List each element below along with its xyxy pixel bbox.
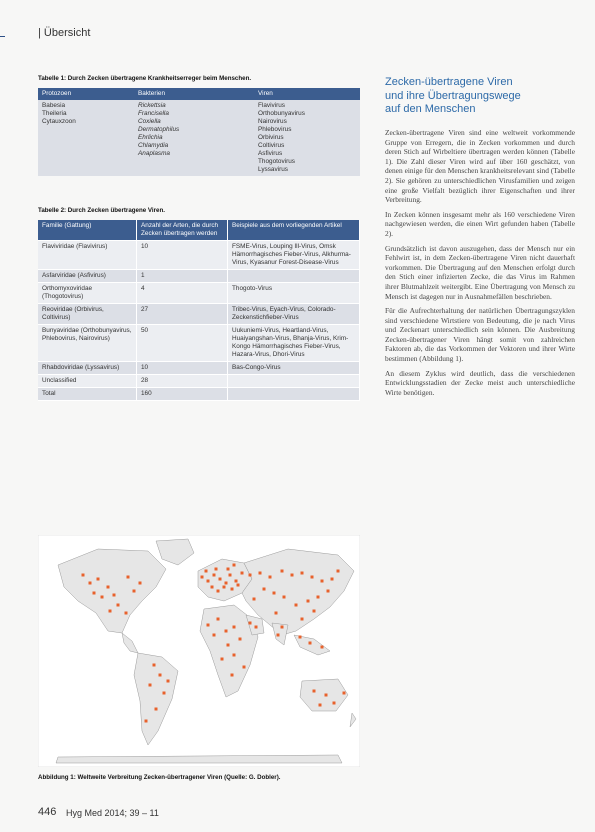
location-marker [253,598,256,601]
table1-header-protozoa: Protozoen [38,88,134,100]
location-marker [275,612,278,615]
location-marker [283,596,286,599]
location-marker [217,618,220,621]
location-marker [233,564,236,567]
location-marker [295,604,298,607]
location-marker [313,690,316,693]
location-marker [125,612,128,615]
article-heading: Zecken-übertragene Viren und ihre Übertragungswege auf den Menschen [385,76,521,115]
location-marker [167,680,170,683]
location-marker [93,592,96,595]
location-marker [307,600,310,603]
location-marker [243,666,246,669]
location-marker [259,572,262,575]
table1-caption: Tabelle 1: Durch Zecken übertragene Krankheitserreger beim Menschen. [38,75,252,82]
location-marker [227,568,230,571]
location-marker [109,610,112,613]
section-label: | Übersicht [38,27,91,39]
location-marker [331,578,334,581]
location-marker [89,582,92,585]
table1-col-protozoa: Babesia Theileria Cytauxzoon [38,100,134,176]
location-marker [223,586,226,589]
location-marker [207,624,210,627]
journal-reference: Hyg Med 2014; 39 – 11 [66,808,159,818]
table1-col-viruses: Flavivirus Orthobunyavirus Nairovirus Phlebovirus Orbivirus Coltivirus Asfivirus Thogotovirus Lyssavirus [254,100,360,176]
figure-caption: Abbildung 1: Weltweite Verbreitung Zecken-übertragener Viren (Quelle: G. Dobler). [38,774,281,781]
location-marker [149,684,152,687]
location-marker [277,634,280,637]
location-marker [215,568,218,571]
location-marker [281,570,284,573]
table1-col-bacteria: Rickettsia Francisella Coxiella Dermatophilus Ehrlichia Chlamydia Anaplasma [134,100,254,176]
location-marker [201,576,204,579]
location-marker [313,610,316,613]
location-marker [269,576,272,579]
location-marker [301,572,304,575]
location-marker [163,692,166,695]
location-marker [221,658,224,661]
location-marker [343,692,346,695]
location-marker [291,574,294,577]
table-row: Total 160 [38,388,360,401]
location-marker [337,570,340,573]
location-marker [219,578,222,581]
location-marker [311,576,314,579]
location-marker [231,674,234,677]
location-marker [301,618,304,621]
location-marker [319,704,322,707]
location-marker [159,674,162,677]
location-marker [249,574,252,577]
table2 [38,220,360,401]
location-marker [231,588,234,591]
location-marker [82,574,85,577]
location-marker [321,580,324,583]
paragraph: Grundsätzlich ist davon auszugehen, dass der Mensch nur ein Fehlwirt ist, in dem Zecken-übertragene Viren nicht dauerhaft vorkommen. Die Übertragung auf den Menschen erfolgt durch den Stich einer infizierten Zecke, die das Virus im Rahmen ihrer Blutmahlzeit weitergibt. Eine Übertragung von Mensch zu Mensch ist dagegen nur in Ausnahmefällen beschrieben. [385,243,575,301]
page-number: 446 [38,806,57,818]
table2-header-family: Familie (Gattung) [38,220,137,241]
location-marker [227,644,230,647]
location-marker [281,626,284,629]
location-marker [113,594,116,597]
location-marker [213,634,216,637]
table-row: Reoviridae (Orbivirus, Coltivirus) 27 Tribec-Virus, Eyach-Virus, Colorado-Zeckenstichfieber-Virus [38,304,360,325]
table-row: Unclassified 28 [38,375,360,388]
location-marker [101,596,104,599]
location-marker [263,588,266,591]
location-marker [207,580,210,583]
location-marker [225,582,228,585]
location-marker [233,654,236,657]
article-body [385,128,575,820]
location-marker [155,708,158,711]
location-marker [217,590,220,593]
location-marker [327,590,330,593]
table1 [38,88,360,176]
table2-header-count: Anzahl der Arten, die durch Zecken übertragen werden [137,220,228,241]
location-marker [249,622,252,625]
location-marker [325,694,328,697]
paragraph: An diesem Zyklus wird deutlich, dass die verschiedenen Entwicklungsstadien der Zecke meist auch unterschiedliche Wirte benötigen. [385,368,575,397]
table-row: Orthomyxoviridae (Thogotovirus) 4 Thogoto-Virus [38,283,360,304]
location-marker [299,636,302,639]
location-marker [133,590,136,593]
table-row: Flaviviridae (Flavivirus) 10 FSME-Virus, Louping Ill-Virus, Omsk Hämorrhagisches Fieber-Virus, Alkhurma-Virus, Kyasanur Forest-Disease-Virus [38,241,360,270]
paragraph: Für die Aufrechterhaltung der natürlichen Übertragungszyklen sind verschiedene Wirtstiere von Bedeutung, die je nach Virus und Zeckenart unterschiedlich sein können. Die Ausbreitung Zecken-übertragener Viren hängt somit von zahlreichen Faktoren ab, die das Vorkommen der Vektoren und ihrer Wirte bestimmen (Abbildung 1). [385,306,575,364]
location-marker [239,638,242,641]
location-marker [211,586,214,589]
location-marker [309,642,312,645]
location-marker [205,570,208,573]
table2-caption: Tabelle 2: Durch Zecken übertragene Viren. [38,207,165,214]
section-marker [0,36,5,37]
location-marker [233,626,236,629]
location-marker [255,626,258,629]
location-marker [153,664,156,667]
location-marker [321,646,324,649]
location-marker [333,702,336,705]
table2-header-examples: Beispiele aus dem vorliegenden Artikel [228,220,360,241]
paragraph: In Zecken können insgesamt mehr als 160 verschiedene Viren nachgewiesen werden, die einen Wirt gefunden haben (Tabelle 2). [385,209,575,238]
table-row: Rhabdoviridae (Lyssavirus) 10 Bas-Congo-Virus [38,362,360,375]
location-marker [97,578,100,581]
location-marker [213,574,216,577]
table1-header-viruses: Viren [254,88,360,100]
location-marker [229,574,232,577]
location-marker [145,720,148,723]
table-row: Bunyaviridae (Orthobunyavirus, Phlebovirus, Nairovirus) 50 Uukuniemi-Virus, Heartland-Virus, Huaiyangshan-Virus, Bhanja-Virus, Krim-Kongo Hämorrhagisches Fieber-Virus, Hazara-Virus, Dhori-Virus [38,325,360,362]
location-marker [237,584,240,587]
location-marker [127,576,130,579]
location-marker [235,580,238,583]
location-marker [107,586,110,589]
location-marker [317,596,320,599]
location-marker [117,604,120,607]
paragraph: Zecken-übertragene Viren sind eine weltweit vorkommende Gruppe von Erregern, die in Zecken vorkommen und durch deren Stich auf Wirbeltiere übertragen werden können (Tabelle 1). Die Zahl dieser Viren wird auf über 160 geschätzt, von denen einige für den Menschen krankheitsrelevant sind (Tabelle 2). Sie gehören zu unterschiedlichen Virusfamilien und zeigen eine große Vielfalt bezüglich ihrer Eigenschaften und ihrer Verbreitung. [385,128,575,205]
location-marker [241,572,244,575]
location-marker [273,592,276,595]
world-map [38,535,360,767]
table1-header-bacteria: Bakterien [134,88,254,100]
table-row: Asfarviridae (Asfivirus) 1 [38,270,360,283]
location-marker [225,630,228,633]
location-marker [139,582,142,585]
